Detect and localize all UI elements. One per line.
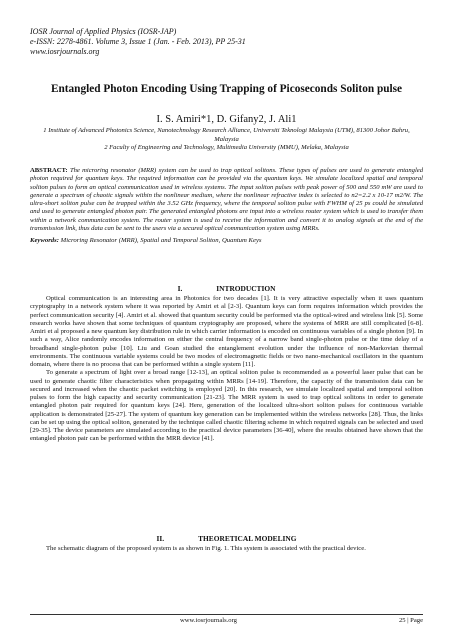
- page-footer: [30, 614, 423, 625]
- abstract-label: ABSTRACT:: [30, 167, 68, 174]
- section-number: I.: [177, 284, 183, 293]
- modeling-paragraph-1: The schematic diagram of the proposed system is as shown in Fig. 1. This system is associated with the practical device.: [46, 545, 366, 552]
- introduction-paragraph-2: To generate a spectrum of light over a broad range [12-13], an optical soliton pulse is recommended as a powerful laser pulse that can be used to generate chaotic filter characteristics when propagating within MRRs [14-19]. Therefore, the capacity of the transmission data can be secured and increased when the chaotic packet switching is employed [20]. In this research, we simulate localized spatial and temporal soliton pulses to form the high capacity and security communication [21-23]. The MRR system is used to trap optical solitons in order to generate entangled photon pair required for quantum keys [24]. Here, generation of the localized ultra-short soliton pulses for continuous variable application is demonstrated [25-27]. The system of quantum key generation can be implemented within the wireless networks [28]. Thus, the links can be set up using the optical soliton, generated by the technique called chaotic filtering scheme in which required signals can be selected and used [29-35]. The device parameters are simulated according to the practical device parameters [36-40], where the results obtained have shown that the entangled photon pair can be performed within the MRR device [41].: [30, 369, 423, 443]
- section-number: II.: [156, 534, 165, 543]
- introduction-body: [30, 295, 423, 444]
- journal-header: [30, 27, 330, 57]
- introduction-paragraph-1: Optical communication is an interesting area in Photonics for two decades [1]. It is very attractive especially when it uses quantum cryptography in a network system where it was reported by Amiri et al [2-3]. Quantum keys can form requires information which provides the perfect communication security [4]. Amiri et al. showed that quantum security could be performed via the optical-wired and wireless link [5]. Some research works have shown that some techniques of quantum cryptography are proposed, where the systems of MRR are still complicated [6-8]. Amiri et al proposed a new quantum key distribution rule in which carrier information is encoded on continuous variables of a single photon [9]. In such a way, Alice randomly encodes information on either the central frequency of a narrow band single-photon pulse or the time delay of a broadband single-photon pulse [10]. Liu and Goan studied the entanglement evolution under the influence of non-Markovian thermal environments. The continuous variable systems could be two modes of electromagnetic fields or two nano-mechanical oscillators in the quantum domain, where there is no process that can be performed within a single system [11].: [30, 295, 423, 368]
- section-title: INTRODUCTION: [216, 284, 276, 293]
- abstract-block: [30, 167, 423, 233]
- journal-website[interactable]: www.iosrjournals.org: [30, 47, 100, 56]
- keywords-label: Keywords:: [30, 237, 59, 244]
- affiliation-1: 1 Institute of Advanced Photonics Science, Nanotechnology Research Alliance, Universiti Teknologi Malaysia (UTM), 81300 Johor Bahru, Malaysia: [43, 127, 410, 143]
- section-heading-theoretical-modeling: [30, 534, 423, 543]
- journal-issn: e-ISSN: 2278-4861. Volume 3, Issue 1 (Jan. - Feb. 2013), PP 25-31: [30, 37, 246, 46]
- section-heading-introduction: [30, 284, 423, 293]
- author-affiliations: [40, 127, 413, 153]
- keywords-block: [30, 237, 423, 246]
- affiliation-2: 2 Faculty of Engineering and Technology, Multimedia University (MMU), Melaka, Malaysia: [104, 144, 349, 152]
- journal-name: IOSR Journal of Applied Physics (IOSR-JAP): [30, 27, 177, 36]
- modeling-body: [30, 545, 423, 553]
- paper-title: Entangled Photon Encoding Using Trapping of Picoseconds Soliton pulse: [50, 83, 403, 95]
- page-number: 25 | Page: [398, 617, 423, 624]
- abstract-text: The microring resonator (MRR) system can be used to trap optical solitons. These types of pulses are used to generate entangled photon required for quantum keys. The required information can be provided via the quantum keys. We simulate localized spatial and temporal soliton pulses to form an optical communication used in wireless systems. The input soliton pulses with peak power of 500 and 550 mW are used to generate a spectrum of chaotic signals within the nonlinear medium, where the nonlinear refractive index is selected to n2=2.2 x 10-17 m2/W. The ultra-short soliton pulse can be trapped within the 3.52 GHz frequency, where the temporal soliton pulse with FWHM of 25 ps could be simulated and used to generate entangled photon pair. The generated entangled photons are input into a wireless router system which is used to transfer them within a network communication system. The router system is used to receive the information and convert it to analog signals at the end of the transmission link, thus data can be sent to the users via a secured optical communication system using MRRs.: [30, 167, 423, 233]
- footer-website[interactable]: www.iosrjournals.org: [180, 617, 237, 624]
- section-title: THEORETICAL MODELING: [198, 534, 297, 543]
- paper-authors: I. S. Amiri*1, D. Gifany2, J. Ali1: [156, 114, 297, 125]
- keywords-text: Microring Resonator (MRR), Spatial and Temporal Soliton, Quantum Keys: [60, 237, 262, 244]
